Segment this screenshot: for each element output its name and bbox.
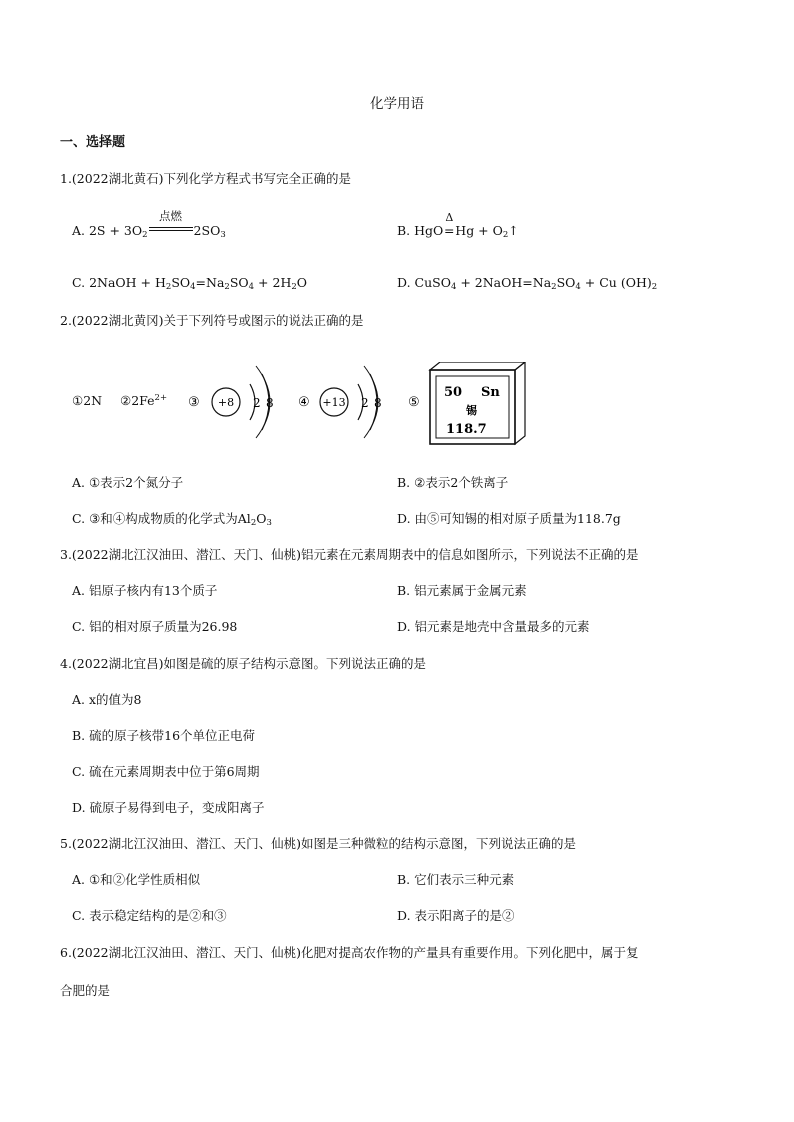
element-tile-sn bbox=[430, 362, 525, 444]
element-symbol: Sn bbox=[481, 385, 500, 400]
q2-option-b: B. ②表示2个铁离子 bbox=[397, 475, 509, 490]
q3-option-d: D. 铝元素是地壳中含量最多的元素 bbox=[397, 619, 590, 634]
symbol-2fe-ion: $②2Fe^{2+}$ bbox=[120, 393, 168, 408]
marker-4: ④ bbox=[298, 395, 310, 410]
atomic-number: 50 bbox=[444, 385, 463, 400]
page-title: 化学用语 bbox=[370, 96, 424, 112]
q5-option-a: A. ①和②化学性质相似 bbox=[72, 872, 201, 887]
q4-option-d: D. 硫原子易得到电子，变成阳离子 bbox=[72, 800, 265, 815]
question-6-stem-line-1: 6.(2022湖北江汉油田、潜江、天门、仙桃)化肥对提高农作物的产量具有重要作用。下列化肥中，属于复 bbox=[60, 945, 639, 960]
heating-condition: Δ = bbox=[444, 211, 455, 238]
q2-option-a: A. ①表示2个氮分子 bbox=[72, 475, 184, 490]
q3-option-b: B. 铝元素属于金属元素 bbox=[397, 583, 527, 598]
atom-4-electrons-1: 2 bbox=[361, 396, 369, 410]
q4-option-b: B. 硫的原子核带16个单位正电荷 bbox=[72, 728, 256, 743]
marker-5: ⑤ bbox=[408, 395, 420, 410]
atom-3-nucleus-charge: +8 bbox=[217, 396, 235, 409]
question-4-stem: 4.(2022湖北宜昌)如图是硫的原子结构示意图。下列说法正确的是 bbox=[60, 656, 426, 671]
q3-option-a: A. 铝原子核内有13个质子 bbox=[72, 583, 218, 598]
q2-option-c: C. ③和④构成物质的化学式为$Al_2O_3$ bbox=[72, 511, 272, 528]
atom-3-electrons-2: 8 bbox=[266, 396, 274, 410]
q5-option-d: D. 表示阳离子的是② bbox=[397, 908, 515, 923]
atom-4-electrons-2: 8 bbox=[374, 396, 382, 410]
q5-option-c: C. 表示稳定结构的是②和③ bbox=[72, 908, 227, 923]
section-heading: 一、选择题 bbox=[60, 135, 126, 150]
q2-option-d: D. 由⑤可知锡的相对原子质量为118.7g bbox=[397, 511, 621, 526]
question-1-stem: 1.(2022湖北黄石)下列化学方程式书写完全正确的是 bbox=[60, 171, 351, 186]
atom-3-electrons-1: 2 bbox=[253, 396, 261, 410]
question-3-stem: 3.(2022湖北江汉油田、潜江、天门、仙桃)铝元素在元素周期表中的信息如图所示，下列说法不正确的是 bbox=[60, 547, 639, 562]
q1-option-d: D. CuSO$_4$ + $2NaOH=Na_2SO_4 + Cu$ $(OH)_2$ bbox=[397, 275, 658, 292]
q4-option-c: C. 硫在元素周期表中位于第6周期 bbox=[72, 764, 260, 779]
question-2-stem: 2.(2022湖北黄冈)关于下列符号或图示的说法正确的是 bbox=[60, 313, 364, 328]
marker-3: ③ bbox=[188, 395, 200, 410]
atom-4-nucleus-charge: +13 bbox=[322, 396, 346, 409]
question-5-stem: 5.(2022湖北江汉油田、潜江、天门、仙桃)如图是三种微粒的结构示意图，下列说法正确的是 bbox=[60, 836, 576, 851]
symbol-2n: ①2N bbox=[72, 393, 103, 408]
q1-option-a: A. $2S + 3O_2$ 点燃 $2SO_3$ bbox=[72, 209, 226, 240]
q5-option-b: B. 它们表示三种元素 bbox=[397, 872, 515, 887]
q4-option-a: A. x的值为8 bbox=[72, 692, 142, 707]
q1-option-b: B. HgO Δ $=Hg + O_2↑$ bbox=[397, 211, 519, 240]
q3-option-c: C. 铝的相对原子质量为26.98 bbox=[72, 619, 238, 634]
atomic-mass: 118.7 bbox=[446, 422, 487, 437]
question-6-stem-line-2: 合肥的是 bbox=[60, 983, 111, 998]
q1-option-c: C. 2NaOH + $H_2SO_4=Na_2SO_4 + 2H_2O$ bbox=[72, 275, 308, 292]
reaction-condition: 点燃 bbox=[148, 225, 194, 238]
element-name: 锡 bbox=[466, 404, 477, 417]
question-2-figure bbox=[180, 362, 580, 452]
